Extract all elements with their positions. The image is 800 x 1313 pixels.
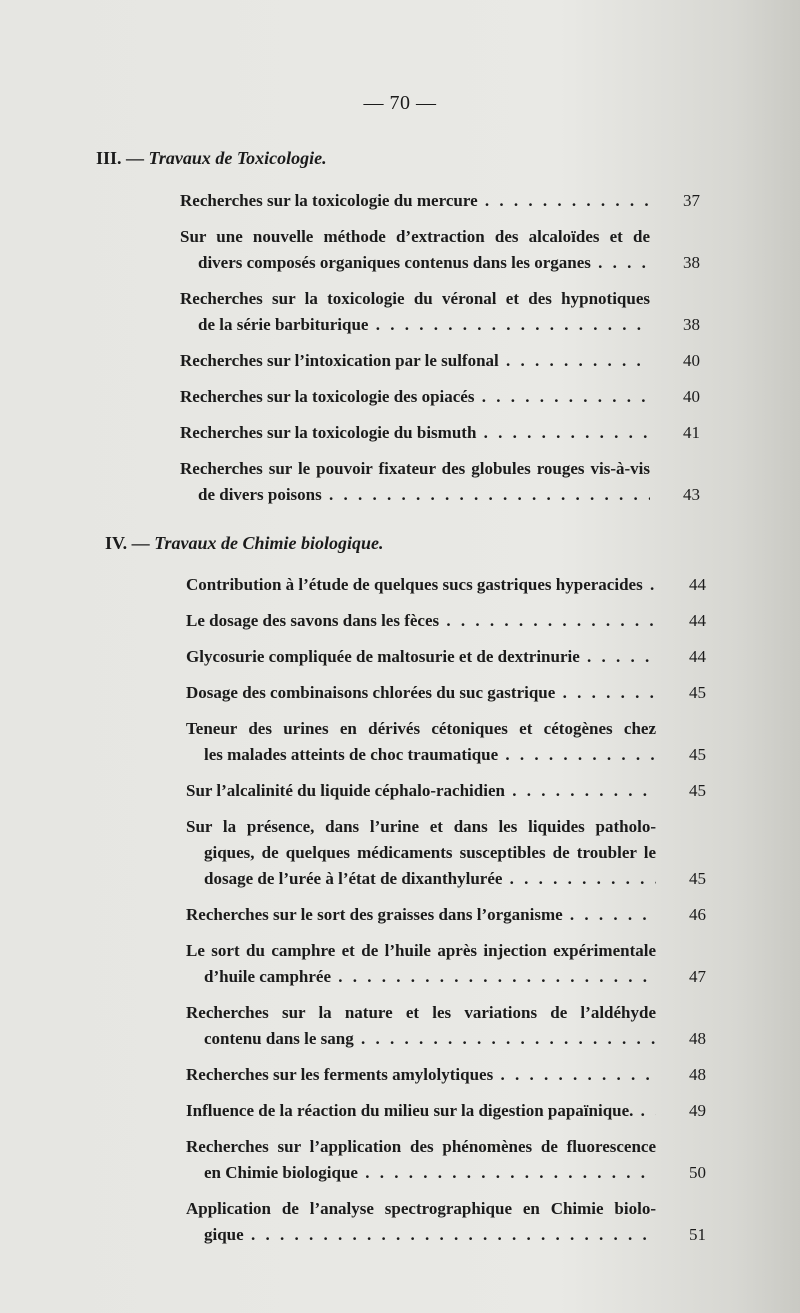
toc-entry — [180, 384, 700, 410]
toc-entry-line: dosage de l’urée à l’état de dixanthylurée . . . — [186, 866, 656, 892]
section-number: IV. — — [105, 533, 150, 553]
toc-page-number: 40 — [683, 387, 700, 406]
toc-entry-line: Recherches sur la nature et les variations de l’aldéhyde — [186, 1003, 656, 1022]
toc-entry — [180, 224, 700, 276]
toc-entry-line: Recherches sur le sort des graisses dans l’organisme . . . — [186, 902, 656, 928]
toc-page-number: 45 — [689, 683, 706, 702]
section-heading-toxicologie — [96, 148, 327, 169]
toc-entry-line: divers composés organiques contenus dans les organes . . . — [180, 250, 650, 276]
toc-list-toxicologie — [180, 188, 700, 518]
toc-entry-line: Recherches sur la toxicologie des opiacés . . . — [180, 384, 650, 410]
section-title: Travaux de Toxicologie. — [148, 148, 327, 168]
toc-entry-line: Contribution à l’étude de quelques sucs gastriques hyperacides . . . — [186, 572, 656, 598]
toc-entry-line: Sur une nouvelle méthode d’extraction des alcaloïdes et de — [180, 227, 650, 246]
toc-entry-line: Recherches sur les ferments amylolytiques . . . — [186, 1062, 656, 1088]
toc-page-number: 51 — [689, 1225, 706, 1244]
toc-entry-line: Glycosurie compliquée de maltosurie et de dextrinurie . . . — [186, 644, 656, 670]
toc-page-number: 45 — [689, 745, 706, 764]
toc-entry-line: les malades atteints de choc traumatique . . . — [186, 742, 656, 768]
toc-entry — [186, 778, 706, 804]
toc-page-number: 44 — [689, 575, 706, 594]
toc-page-number: 48 — [689, 1065, 706, 1084]
toc-page-number: 44 — [689, 647, 706, 666]
toc-entry-line: Le sort du camphre et de l’huile après injection expérimentale — [186, 941, 656, 960]
toc-entry-line: Recherches sur l’application des phénomènes de fluorescence — [186, 1137, 656, 1156]
toc-entry — [186, 1000, 706, 1052]
toc-page-number: 43 — [683, 485, 700, 504]
toc-entry — [180, 348, 700, 374]
toc-list-chimie-biologique — [186, 572, 706, 1258]
toc-entry-line: d’huile camphrée . . . — [186, 964, 656, 990]
toc-entry-line: de la série barbiturique . . . — [180, 312, 650, 338]
toc-entry-line: Dosage des combinaisons chlorées du suc gastrique . . . — [186, 680, 656, 706]
toc-entry — [186, 902, 706, 928]
toc-entry-line: Recherches sur la toxicologie du véronal et des hypnotiques — [180, 289, 650, 308]
toc-entry-line: en Chimie biologique . . . — [186, 1160, 656, 1186]
toc-entry — [186, 572, 706, 598]
toc-entry-line: giques, de quelques médicaments susceptibles de troubler le — [204, 843, 656, 862]
toc-entry — [186, 644, 706, 670]
toc-entry-line: de divers poisons . . . — [180, 482, 650, 508]
toc-page-number: 40 — [683, 351, 700, 370]
toc-entry — [186, 1196, 706, 1248]
section-heading-chimie-biologique — [105, 533, 384, 554]
toc-page-number: 49 — [689, 1101, 706, 1120]
toc-entry — [186, 1134, 706, 1186]
toc-page-number: 41 — [683, 423, 700, 442]
toc-page-number: 45 — [689, 781, 706, 800]
toc-entry — [186, 1098, 706, 1124]
toc-entry-line: Recherches sur la toxicologie du mercure . . . — [180, 188, 650, 214]
toc-page-number: 37 — [683, 191, 700, 210]
toc-page-number: 50 — [689, 1163, 706, 1182]
toc-page-number: 38 — [683, 315, 700, 334]
toc-page-number: 45 — [689, 869, 706, 888]
toc-entry — [186, 608, 706, 634]
toc-entry-line: Sur la présence, dans l’urine et dans les liquides patholo- — [186, 817, 656, 836]
toc-page-number: 46 — [689, 905, 706, 924]
toc-entry — [186, 1062, 706, 1088]
section-title: Travaux de Chimie biologique. — [154, 533, 384, 553]
toc-entry-line: Sur l’alcalinité du liquide céphalo-rachidien . . . — [186, 778, 656, 804]
toc-entry — [180, 188, 700, 214]
toc-entry — [180, 456, 700, 508]
toc-page-number: 38 — [683, 253, 700, 272]
toc-entry-line: Influence de la réaction du milieu sur la digestion papaïnique. . . . — [186, 1098, 656, 1124]
toc-entry-line: Recherches sur l’intoxication par le sulfonal . . . — [180, 348, 650, 374]
toc-entry — [180, 420, 700, 446]
toc-entry — [186, 716, 706, 768]
toc-entry-line: contenu dans le sang . . . — [186, 1026, 656, 1052]
page-number: — 70 — — [363, 92, 437, 114]
toc-entry-line: Teneur des urines en dérivés cétoniques et cétogènes chez — [186, 719, 656, 738]
toc-entry-line: gique . . . — [186, 1222, 656, 1248]
toc-entry — [186, 938, 706, 990]
toc-entry — [186, 680, 706, 706]
toc-entry-line: Recherches sur la toxicologie du bismuth . . . — [180, 420, 650, 446]
toc-entry-line: Recherches sur le pouvoir fixateur des globules rouges vis-à-vis — [180, 459, 650, 478]
toc-entry — [186, 814, 706, 892]
toc-page-number: 48 — [689, 1029, 706, 1048]
toc-page-number: 44 — [689, 611, 706, 630]
toc-entry — [180, 286, 700, 338]
toc-entry-line: Application de l’analyse spectrographique en Chimie biolo- — [186, 1199, 656, 1218]
section-number: III. — — [96, 148, 145, 168]
toc-page-number: 47 — [689, 967, 706, 986]
toc-entry-line: Le dosage des savons dans les fèces . . . — [186, 608, 656, 634]
